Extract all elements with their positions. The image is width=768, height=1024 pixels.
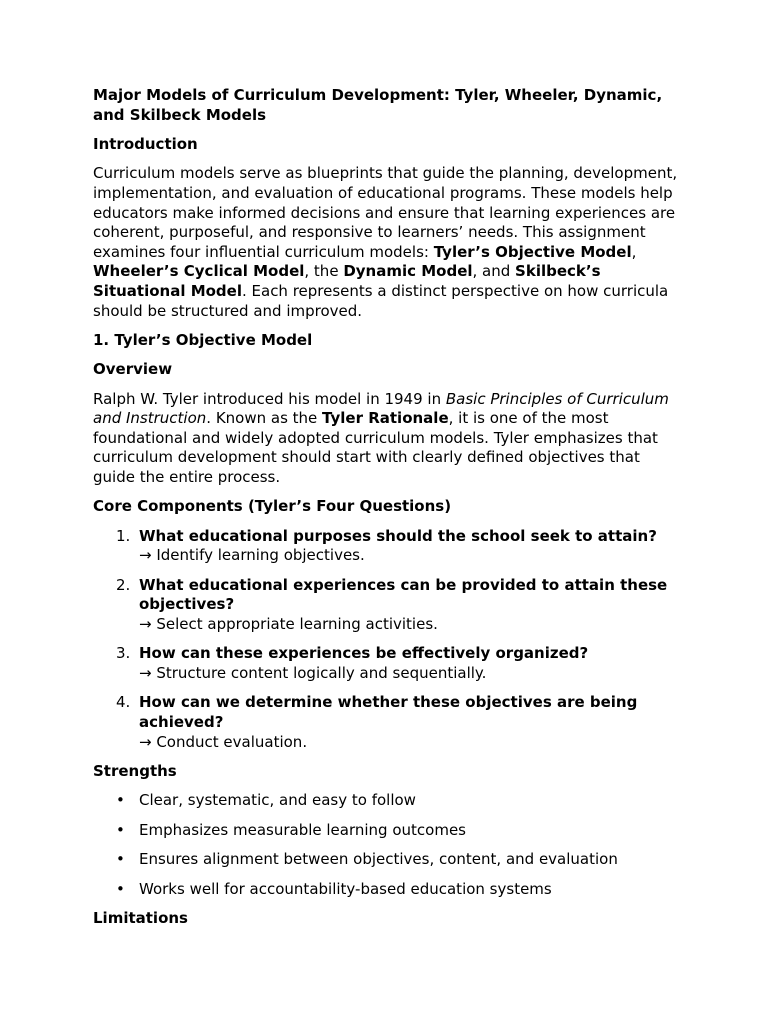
list-number: 4. — [116, 693, 131, 712]
strengths-list — [93, 791, 683, 899]
section-heading-tyler: 1. Tyler’s Objective Model — [93, 330, 313, 349]
list-item — [93, 576, 683, 635]
list-item — [93, 527, 683, 566]
overview-text-2: . Known as the — [206, 409, 323, 428]
list-number: 1. — [116, 526, 131, 545]
subheading-strengths: Strengths — [93, 761, 177, 780]
intro-sep-2: , the — [304, 262, 344, 281]
list-item — [93, 791, 683, 811]
document-title: Major Models of Curriculum Development: Tyler, Wheeler, Dynamic, and Skilbeck Models — [93, 86, 663, 124]
answer-text: → Structure content logically and sequentially. — [139, 664, 487, 683]
model-name-tyler: Tyler’s Objective Model — [433, 242, 632, 261]
list-number: 2. — [116, 575, 131, 594]
question-text: What educational purposes should the school seek to attain? — [139, 526, 657, 545]
document-page — [93, 86, 683, 938]
model-name-dynamic: Dynamic Model — [343, 262, 473, 281]
list-item — [93, 850, 683, 870]
book-title: Basic Principles of Curriculum and Instruction — [93, 389, 669, 428]
tyler-rationale: Tyler Rationale — [322, 409, 449, 428]
four-questions-list — [93, 527, 683, 752]
strength-text: Works well for accountability-based education systems — [139, 879, 552, 898]
intro-text-1: Curriculum models serve as blueprints that guide the planning, development, implementation, and evaluation of educational programs. These models help educators make informed decisions and ensure that learning experiences are coherent, purposeful, and responsive to learners’ needs. This assignment examines four influential curriculum models: — [93, 164, 678, 261]
model-name-skilbeck: Skilbeck’s Situational Model — [93, 262, 601, 300]
model-name-wheeler: Wheeler’s Cyclical Model — [93, 262, 305, 281]
strength-text: Clear, systematic, and easy to follow — [139, 791, 416, 810]
intro-sep-1: , — [631, 242, 637, 261]
list-number: 3. — [116, 644, 131, 663]
answer-text: → Conduct evaluation. — [139, 732, 308, 751]
bullet-icon: • — [116, 850, 125, 869]
subheading-core-components: Core Components (Tyler’s Four Questions) — [93, 497, 452, 516]
list-item — [93, 821, 683, 841]
overview-text-1: Ralph W. Tyler introduced his model in 1949 in — [93, 389, 446, 408]
list-item — [93, 693, 683, 752]
question-text: How can we determine whether these objectives are being achieved? — [139, 693, 638, 731]
strength-text: Ensures alignment between objectives, content, and evaluation — [139, 850, 618, 869]
answer-text: → Identify learning objectives. — [139, 546, 365, 565]
strength-text: Emphasizes measurable learning outcomes — [139, 820, 466, 839]
answer-text: → Select appropriate learning activities. — [139, 615, 438, 634]
overview-text-3: , it is one of the most foundational and widely adopted curriculum models. Tyler emphasizes that curriculum development should start with clearly defined objectives that guide the entire process. — [93, 409, 658, 487]
bullet-icon: • — [116, 879, 125, 898]
intro-text-2: . Each represents a distinct perspective on how curricula should be structured and improved. — [93, 281, 669, 320]
question-text: How can these experiences be effectively organized? — [139, 644, 589, 663]
list-item — [93, 880, 683, 900]
subheading-limitations: Limitations — [93, 908, 188, 927]
intro-sep-3: , and — [472, 262, 516, 281]
list-item — [93, 644, 683, 683]
section-heading-introduction: Introduction — [93, 134, 198, 153]
subheading-overview: Overview — [93, 360, 173, 379]
question-text: What educational experiences can be provided to attain these objectives? — [139, 575, 668, 614]
overview-paragraph — [93, 390, 683, 488]
introduction-paragraph — [93, 164, 683, 321]
bullet-icon: • — [116, 820, 125, 839]
bullet-icon: • — [116, 791, 125, 810]
